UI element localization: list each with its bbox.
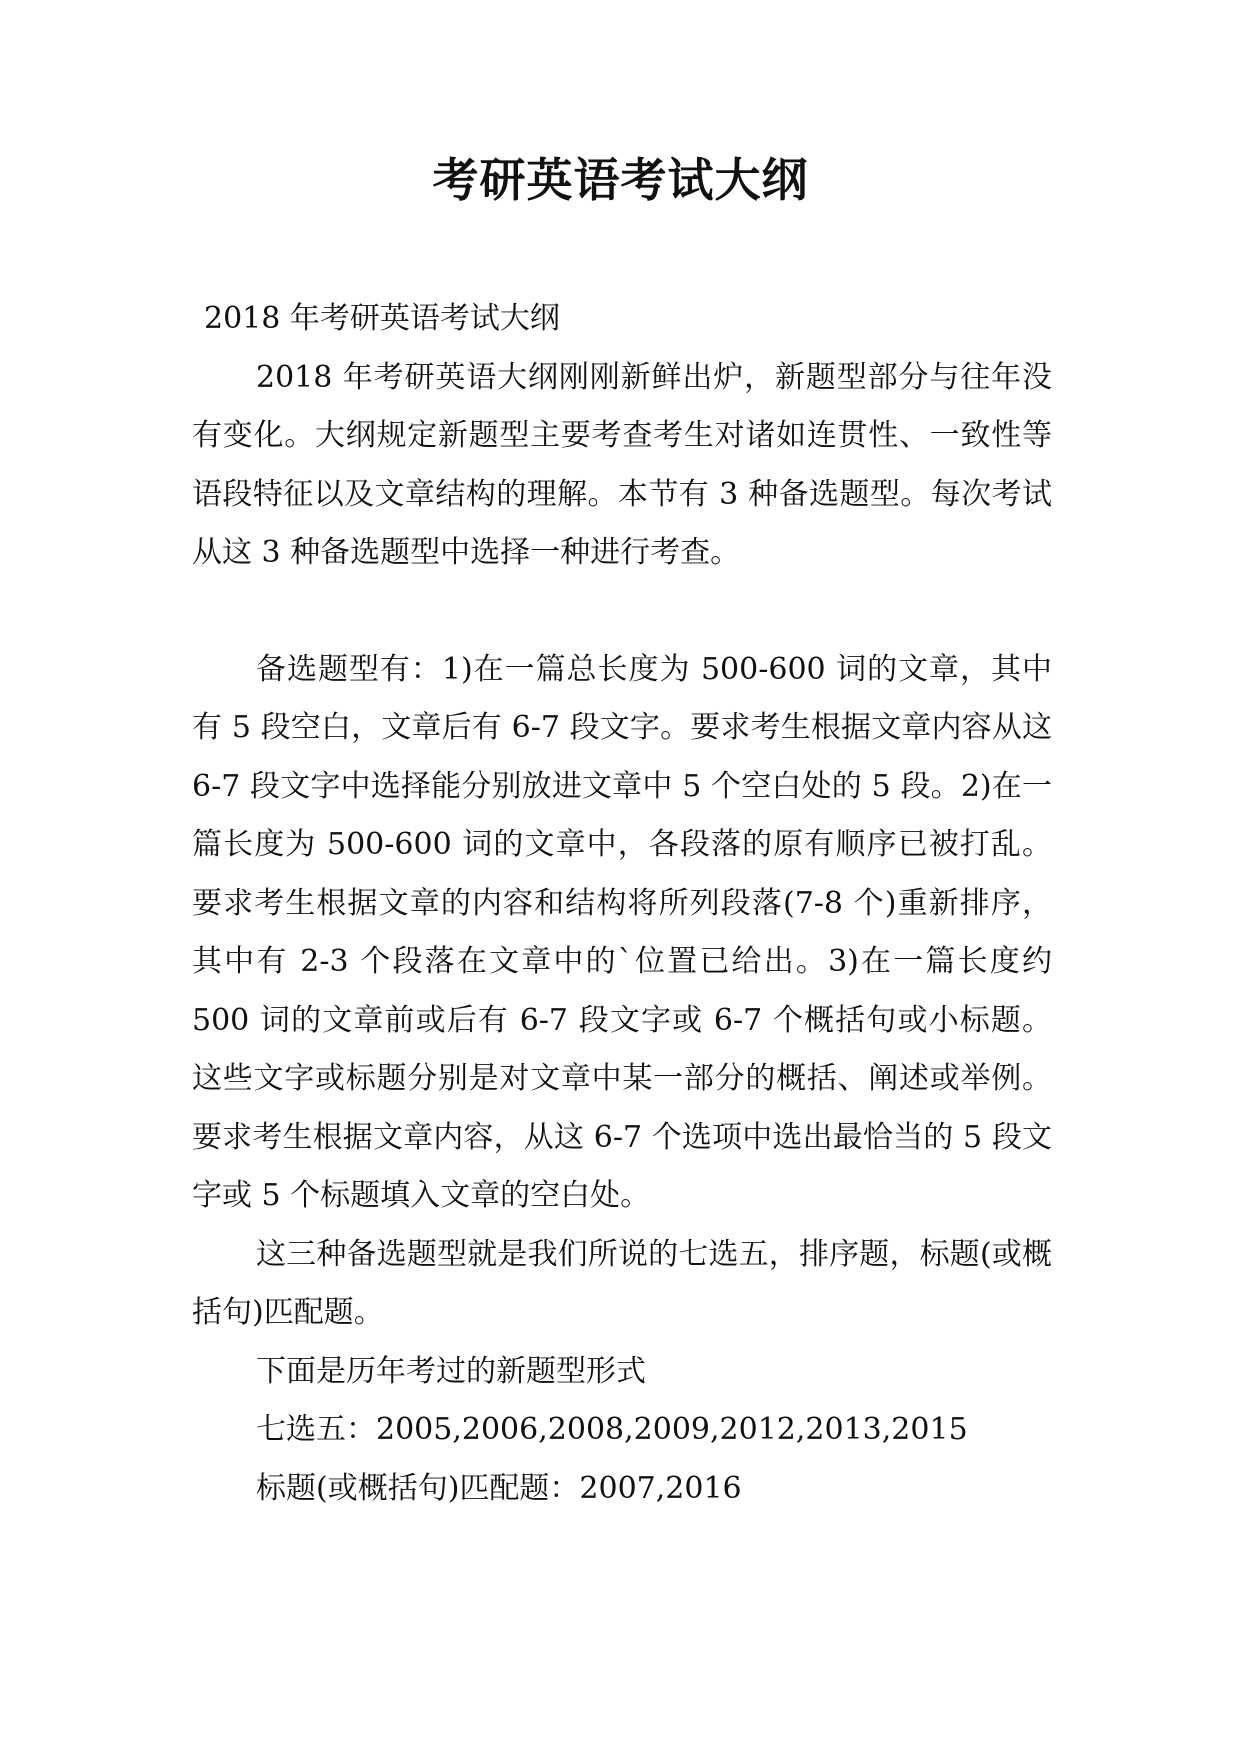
- paragraph-intro: 2018 年考研英语大纲刚刚新鲜出炉，新题型部分与往年没有变化。大纲规定新题型主要考查考生对诸如连贯性、一致性等语段特征以及文章结构的理解。本节有 3 种备选题型。每次考试从这 3 种备选题型中选择一种进行考查。: [192, 359, 1052, 570]
- paragraph-summary: 这三种备选题型就是我们所说的七选五，排序题，标题(或概括句)匹配题。: [192, 1236, 1052, 1330]
- paragraph-heading-match-years: 标题(或概括句)匹配题：2007,2016: [256, 1470, 742, 1506]
- document-subtitle: 2018 年考研英语考试大纲: [204, 301, 560, 336]
- paragraph-question-types: 备选题型有：1)在一篇总长度为 500-600 词的文章，其中有 5 段空白，文章后有 6-7 段文字。要求考生根据文章内容从这 6-7 段文字中选择能分别放进文章中 5 个空白处的 5 段。2)在一篇长度为 500-600 词的文章中，各段落的原有顺序已被打乱。要求考生根据文章的内容和结构将所列段落(7-8 个)重新排序，其中有 2-3 个段落在文章中的`位置已给出。3)在一篇长度约 500 词的文章前或后有 6-7 段文字或 6-7 个概括句或小标题。这些文字或标题分别是对文章中某一部分的概括、阐述或举例。要求考生根据文章内容，从这 6-7 个选项中选出最恰当的 5 段文字或 5 个标题填入文章的空白处。: [192, 651, 1052, 1213]
- document-body: [192, 290, 1052, 1518]
- paragraph-history-heading: 下面是历年考过的新题型形式: [256, 1353, 646, 1389]
- document-title: 考研英语考试大纲: [432, 153, 809, 207]
- paragraph-spacer: [192, 583, 1052, 641]
- paragraph-seven-choose-five-years: 七选五：2005,2006,2008,2009,2012,2013,2015: [256, 1412, 968, 1447]
